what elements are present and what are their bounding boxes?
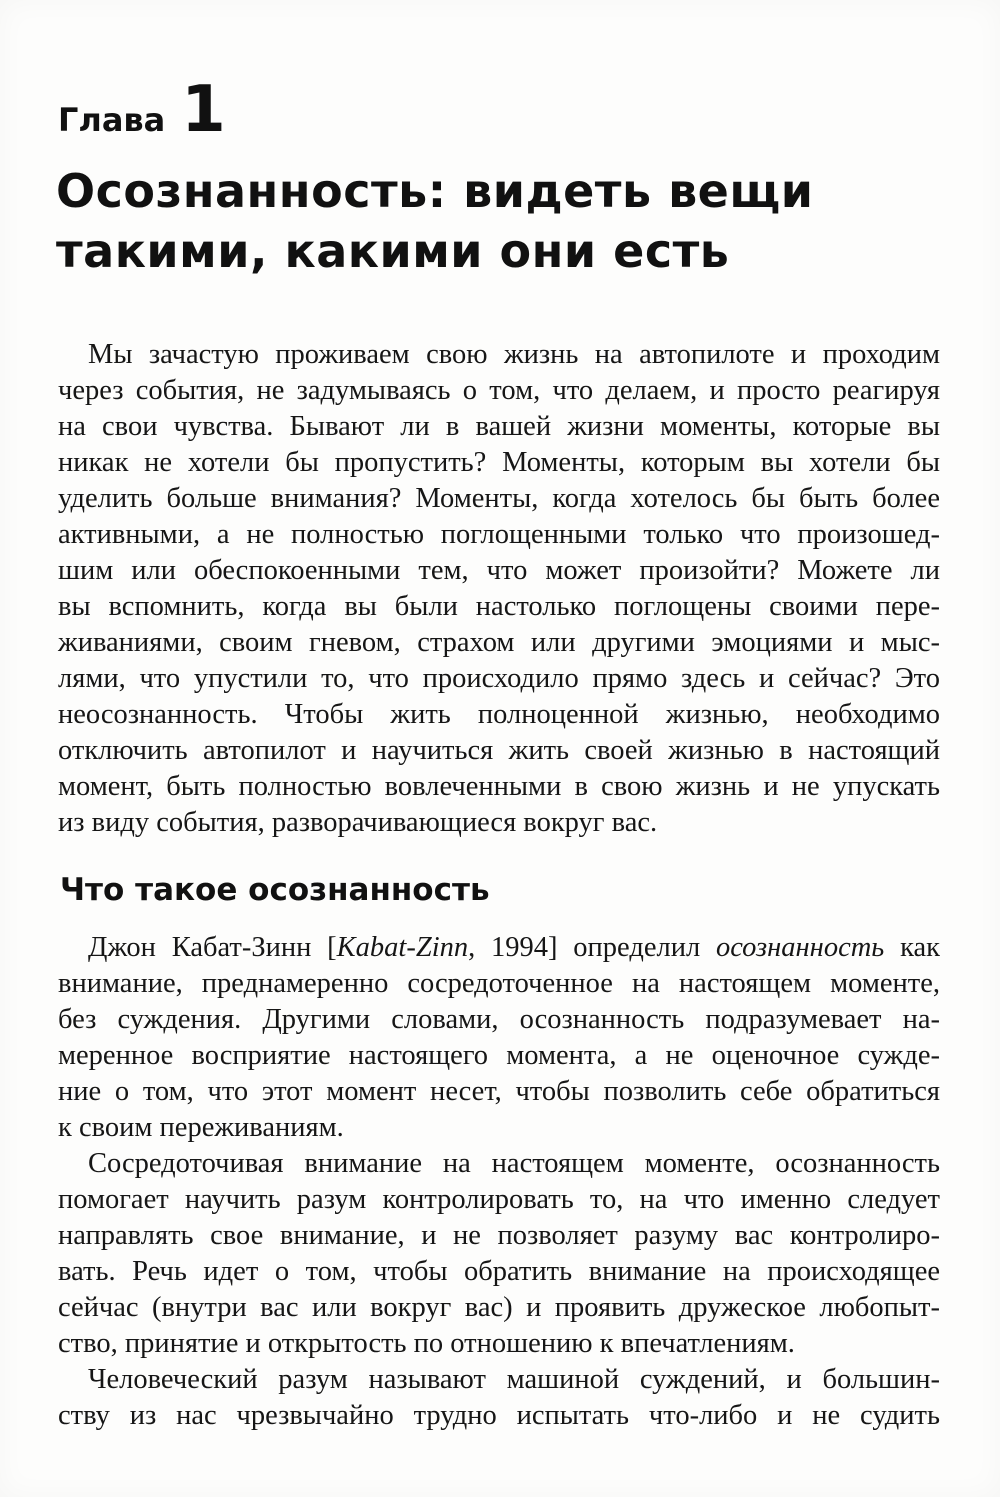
intro-line: вы вспомнить, когда вы были настолько поглощены своими пере- xyxy=(58,591,940,622)
first-line-suffix: как xyxy=(884,932,940,963)
citation-year: , 1994] определил xyxy=(468,932,716,963)
chapter-label xyxy=(58,75,226,145)
citation-prefix: Джон Кабат-Зинн [ xyxy=(88,932,337,963)
section-p3-line: ству из нас чрезвычайно трудно испытать что-либо и не судить xyxy=(58,1400,940,1431)
citation-author: Kabat-Zinn xyxy=(336,932,469,963)
intro-line: отключить автопилот и научиться жить своей жизнью в настоящий xyxy=(58,735,940,766)
section-heading: Что такое осознанность xyxy=(60,872,490,908)
section-p1-line: к своим переживаниям. xyxy=(58,1112,344,1143)
intro-line: активными, а не полностью поглощенными только что произошед- xyxy=(58,519,940,550)
section-p2-line: ство, принятие и открытость по отношению к впечатлениям. xyxy=(58,1328,795,1359)
chapter-title-line-1: Осознанность: видеть вещи xyxy=(56,164,814,218)
chapter-number: 1 xyxy=(181,73,226,147)
intro-line: на свои чувства. Бывают ли в вашей жизни моменты, которые вы xyxy=(58,411,940,442)
section-p3-line: Человеческий разум называют машиной суждений, и большин- xyxy=(88,1364,940,1395)
intro-line: из виду события, разворачивающиеся вокруг вас. xyxy=(58,807,658,838)
intro-line: неосознанность. Чтобы жить полноценной жизнью, необходимо xyxy=(58,699,940,730)
intro-line: шим или обеспокоенными тем, что может произойти? Можете ли xyxy=(58,555,940,586)
section-p2-line: вать. Речь идет о том, чтобы обратить внимание на происходящее xyxy=(58,1256,940,1287)
intro-line: момент, быть полностью вовлеченными в свою жизнь и не упускать xyxy=(58,771,940,802)
intro-line: живаниями, своим гневом, страхом или другими эмоциями и мыс- xyxy=(58,627,940,658)
section-p1-first-line xyxy=(88,930,940,966)
chapter-title-line-2: такими, какими они есть xyxy=(56,224,730,278)
section-p1-line: ние о том, что этот момент несет, чтобы позволить себе обратиться xyxy=(58,1076,940,1107)
intro-line: через события, не задумываясь о том, что делаем, и просто реагируя xyxy=(58,375,940,406)
section-p1-line: без суждения. Другими словами, осознанность подразумевает на- xyxy=(58,1004,940,1035)
intro-line: уделить больше внимания? Моменты, когда хотелось бы быть более xyxy=(58,483,940,514)
intro-line: лями, что упустили то, что происходило прямо здесь и сейчас? Это xyxy=(58,663,940,694)
intro-line: Мы зачастую проживаем свою жизнь на автопилоте и проходим xyxy=(88,339,940,370)
chapter-word: Глава xyxy=(58,101,166,139)
section-p1-line: внимание, преднамеренно сосредоточенное на настоящем моменте, xyxy=(58,968,940,999)
section-p1-line: меренное восприятие настоящего момента, а не оценочное сужде- xyxy=(58,1040,940,1071)
intro-line: никак не хотели бы пропустить? Моменты, которым вы хотели бы xyxy=(58,447,940,478)
section-p2-line: сейчас (внутри вас или вокруг вас) и проявить дружеское любопыт- xyxy=(58,1292,940,1323)
defined-term: осознанность xyxy=(715,932,885,963)
section-p2-line: Сосредоточивая внимание на настоящем моменте, осознанность xyxy=(88,1148,940,1179)
section-p2-line: помогает научить разум контролировать то, на что именно следует xyxy=(58,1184,940,1215)
section-p2-line: направлять свое внимание, и не позволяет разуму вас контролиро- xyxy=(58,1220,940,1251)
